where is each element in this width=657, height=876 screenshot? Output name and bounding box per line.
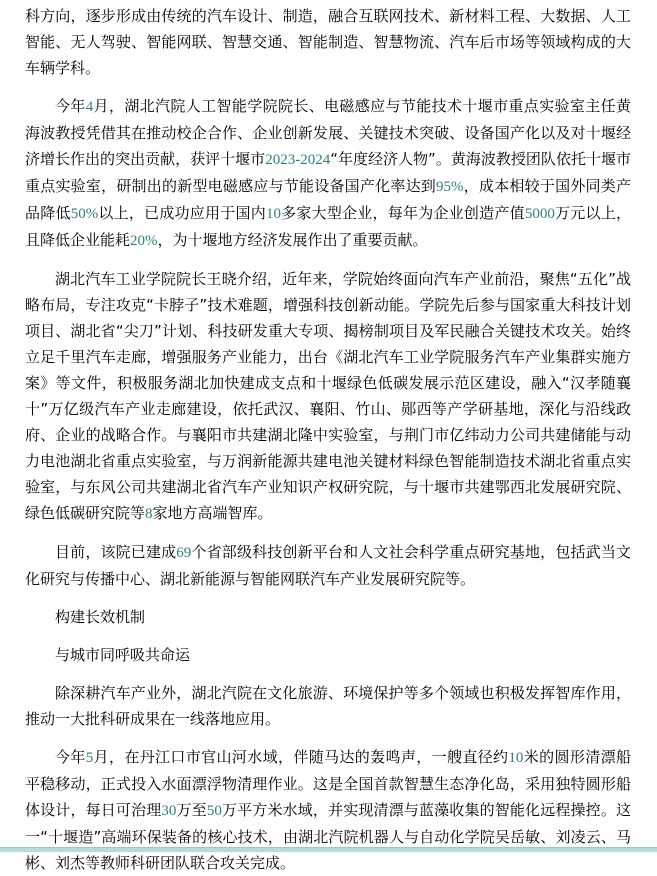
article-subheading: 与城市同呼吸共命运 — [55, 646, 191, 664]
article-paragraph: 今年5月，在丹江口市官山河水域，伴随马达的轰鸣声，一艘直径约10米的圆形清漂船平稳移动，正式投入水面漂浮物清理作业。这是全国首款智慧生态净化岛，采用独特圆形船体设计，每日可治理30万至50万平方米水域，并实现清漂与蓝藻收集的智能化远程操控。这一“十堰造”高端环保装备的核心技术，由湖北汽院机器人与自动化学院吴岳敏、刘凌云、马彬、刘杰等教师科研团队联合攻关完成。 — [25, 748, 631, 872]
article-paragraph: 目前，该院已建成69个省部级科技创新平台和人文社会科学重点研究基地，包括武当文化研究与传播中心、湖北新能源与智能网联汽车产业发展研究院等。 — [25, 543, 631, 588]
window-bottom-edge — [0, 847, 657, 852]
article-paragraph: 湖北汽车工业学院院长王晓介绍，近年来，学院始终面向汽车产业前沿，聚焦“五化”战略布局，专注攻克“卡脖子”技术难题，增强科技创新动能。学院先后参与国家重大科技计划项目、湖北省“尖刀”计划、科技研发重大专项、揭榜制项目及军民融合关键技术攻关。始终立足千里汽车走廊，增强服务产业能力，出台《湖北汽车工业学院服务汽车产业集群实施方案》等文件，积极服务湖北加快建成支点和十堰绿色低碳发展示范区建设，融入“汉孝随襄十”万亿级汽车产业走廊建设，依托武汉、襄阳、竹山、郧西等产学研基地，深化与沿线政府、企业的战略合作。与襄阳市共建湖北隆中实验室，与荆门市亿纬动力公司共建储能与动力电池湖北省重点实验室，与万润新能源共建电池关键材料绿色智能制造技术湖北省重点实验室，与东风公司共建湖北省汽车产业知识产权研究院，与十堰市共建鄂西北发展研究院、绿色低碳研究院等8家地方高端智库。 — [25, 270, 631, 522]
article-paragraph: 今年4月，湖北汽院人工智能学院院长、电磁感应与节能技术十堰市重点实验室主任黄海波教授凭借其在推动校企合作、企业创新发展、关键技术突破、设备国产化以及对十堰经济增长作出的突出贡献，获评十堰市2023-2024“年度经济人物”。黄海波教授团队依托十堰市重点实验室，研制出的新型电磁感应与节能设备国产化率达到95%，成本相较于国外同类产品降低50%以上，已成功应用于国内10多家大型企业，每年为企业创造产值5000万元以上，且降低企业能耗20%，为十堰地方经济发展作出了重要贡献。 — [25, 97, 631, 249]
article-subheading: 构建长效机制 — [55, 608, 146, 626]
article-paragraph: 除深耕汽车产业外，湖北汽院在文化旅游、环境保护等多个领域也积极发挥智库作用，推动一大批科研成果在一线落地应用。 — [25, 684, 631, 728]
article-paragraph: 科方向，逐步形成由传统的汽车设计、制造，融合互联网技术、新材料工程、大数据、人工智能、无人驾驶、智能网联、智慧交通、智能制造、智慧物流、汽车后市场等领域构成的大车辆学科。 — [25, 7, 631, 77]
